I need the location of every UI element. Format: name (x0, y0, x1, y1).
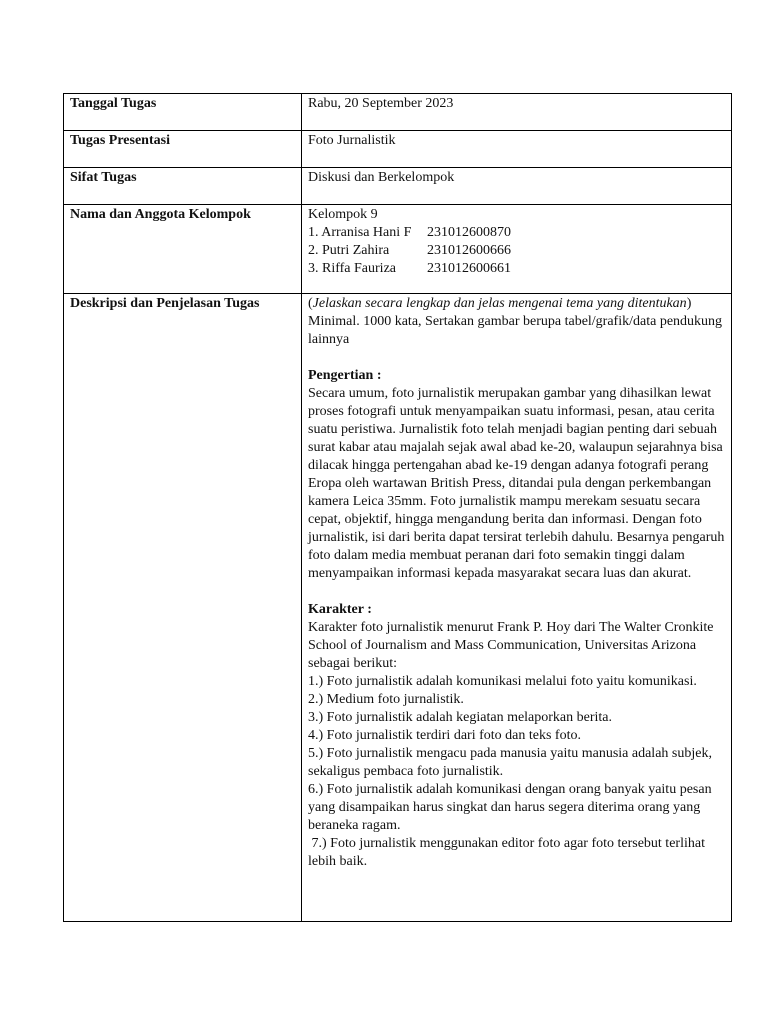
member-id: 231012600666 (427, 243, 511, 258)
character-list-item: 2.) Medium foto jurnalistik. (308, 692, 464, 707)
table-row-description (64, 294, 732, 922)
group-name: Kelompok 9 (308, 207, 378, 222)
instruction-close-paren: ) (686, 296, 692, 311)
instruction-open-paren: ( (308, 296, 313, 311)
paragraph-spacer (308, 349, 725, 367)
character-list-item: 1.) Foto jurnalistik adalah komunikasi melalui foto yaitu komunikasi. (308, 674, 697, 689)
character-list-item: 6.) Foto jurnalistik adalah komunikasi dengan orang banyak yaitu pesan yang disampaikan harus singkat dan harus segera diterima orang yang beraneka ragam. (308, 782, 712, 833)
paragraph-spacer (308, 583, 725, 601)
definition-heading: Pengertian : (308, 368, 382, 383)
character-list-item: 3.) Foto jurnalistik adalah kegiatan melaporkan berita. (308, 710, 613, 725)
group-label: Nama dan Anggota Kelompok (64, 205, 302, 294)
nature-value: Diskusi dan Berkelompok (302, 168, 732, 205)
task-label: Tugas Presentasi (64, 131, 302, 168)
table-row-task (64, 131, 732, 168)
definition-paragraph: Secara umum, foto jurnalistik merupakan gambar yang dihasilkan lewat proses fotografi untuk menyampaikan suatu informasi, pesan, atau cerita suatu peristiwa. Jurnalistik foto telah menjadi bagian penting dari sebuah surat kabar atau majalah sejak awal abad ke-20, walaupun sejarahnya bisa dilacak hingga pertengahan abad ke-19 dengan adanya fotografi perang Eropa oleh wartawan British Press, ditandai pula dengan perkembangan kamera Leica 35mm. Foto jurnalistik mampu merekam sesuatu secara cepat, objektif, hingga mengandung berita dan informasi. Dengan foto jurnalistik, isi dari berita dapat tersirat terlebih dahulu. Besarnya pengaruh foto dalam media membuat peranan dari foto semakin tinggi dalam menyampaikan informasi kepada masyarakat secara luas dan akurat. (308, 386, 725, 581)
member-id: 231012600870 (427, 225, 511, 240)
task-value: Foto Jurnalistik (302, 131, 732, 168)
member-id: 231012600661 (427, 261, 511, 276)
table-row-group (64, 205, 732, 294)
member-name: 3. Riffa Fauriza (308, 261, 396, 276)
description-value (302, 294, 732, 922)
date-value: Rabu, 20 September 2023 (302, 94, 732, 131)
member-row (308, 242, 725, 260)
instruction-text (308, 295, 725, 349)
character-list-item: 4.) Foto jurnalistik terdiri dari foto dan teks foto. (308, 728, 581, 743)
member-name: 2. Putri Zahira (308, 243, 390, 258)
character-heading: Karakter : (308, 602, 372, 617)
member-row (308, 224, 725, 242)
member-name: 1. Arranisa Hani F (308, 225, 412, 240)
instruction-italic: Jelaskan secara lengkap dan jelas mengenai tema yang ditentukan (312, 296, 687, 311)
assignment-table (63, 93, 732, 922)
character-list-item: 5.) Foto jurnalistik mengacu pada manusia yaitu manusia adalah subjek, sekaligus pembaca foto jurnalistik. (308, 746, 712, 779)
character-intro: Karakter foto jurnalistik menurut Frank P. Hoy dari The Walter Cronkite School of Journalism and Mass Communication, Universitas Arizona sebagai berikut: (308, 620, 714, 671)
table-row-nature (64, 168, 732, 205)
table-row-date (64, 94, 732, 131)
date-label: Tanggal Tugas (64, 94, 302, 131)
description-label: Deskripsi dan Penjelasan Tugas (64, 294, 302, 922)
member-row (308, 260, 725, 278)
nature-label: Sifat Tugas (64, 168, 302, 205)
group-value (302, 205, 732, 294)
character-list-item: 7.) Foto jurnalistik menggunakan editor foto agar foto tersebut terlihat lebih baik. (308, 836, 709, 869)
instruction-rest: Minimal. 1000 kata, Sertakan gambar berupa tabel/grafik/data pendukung lainnya (308, 314, 723, 347)
